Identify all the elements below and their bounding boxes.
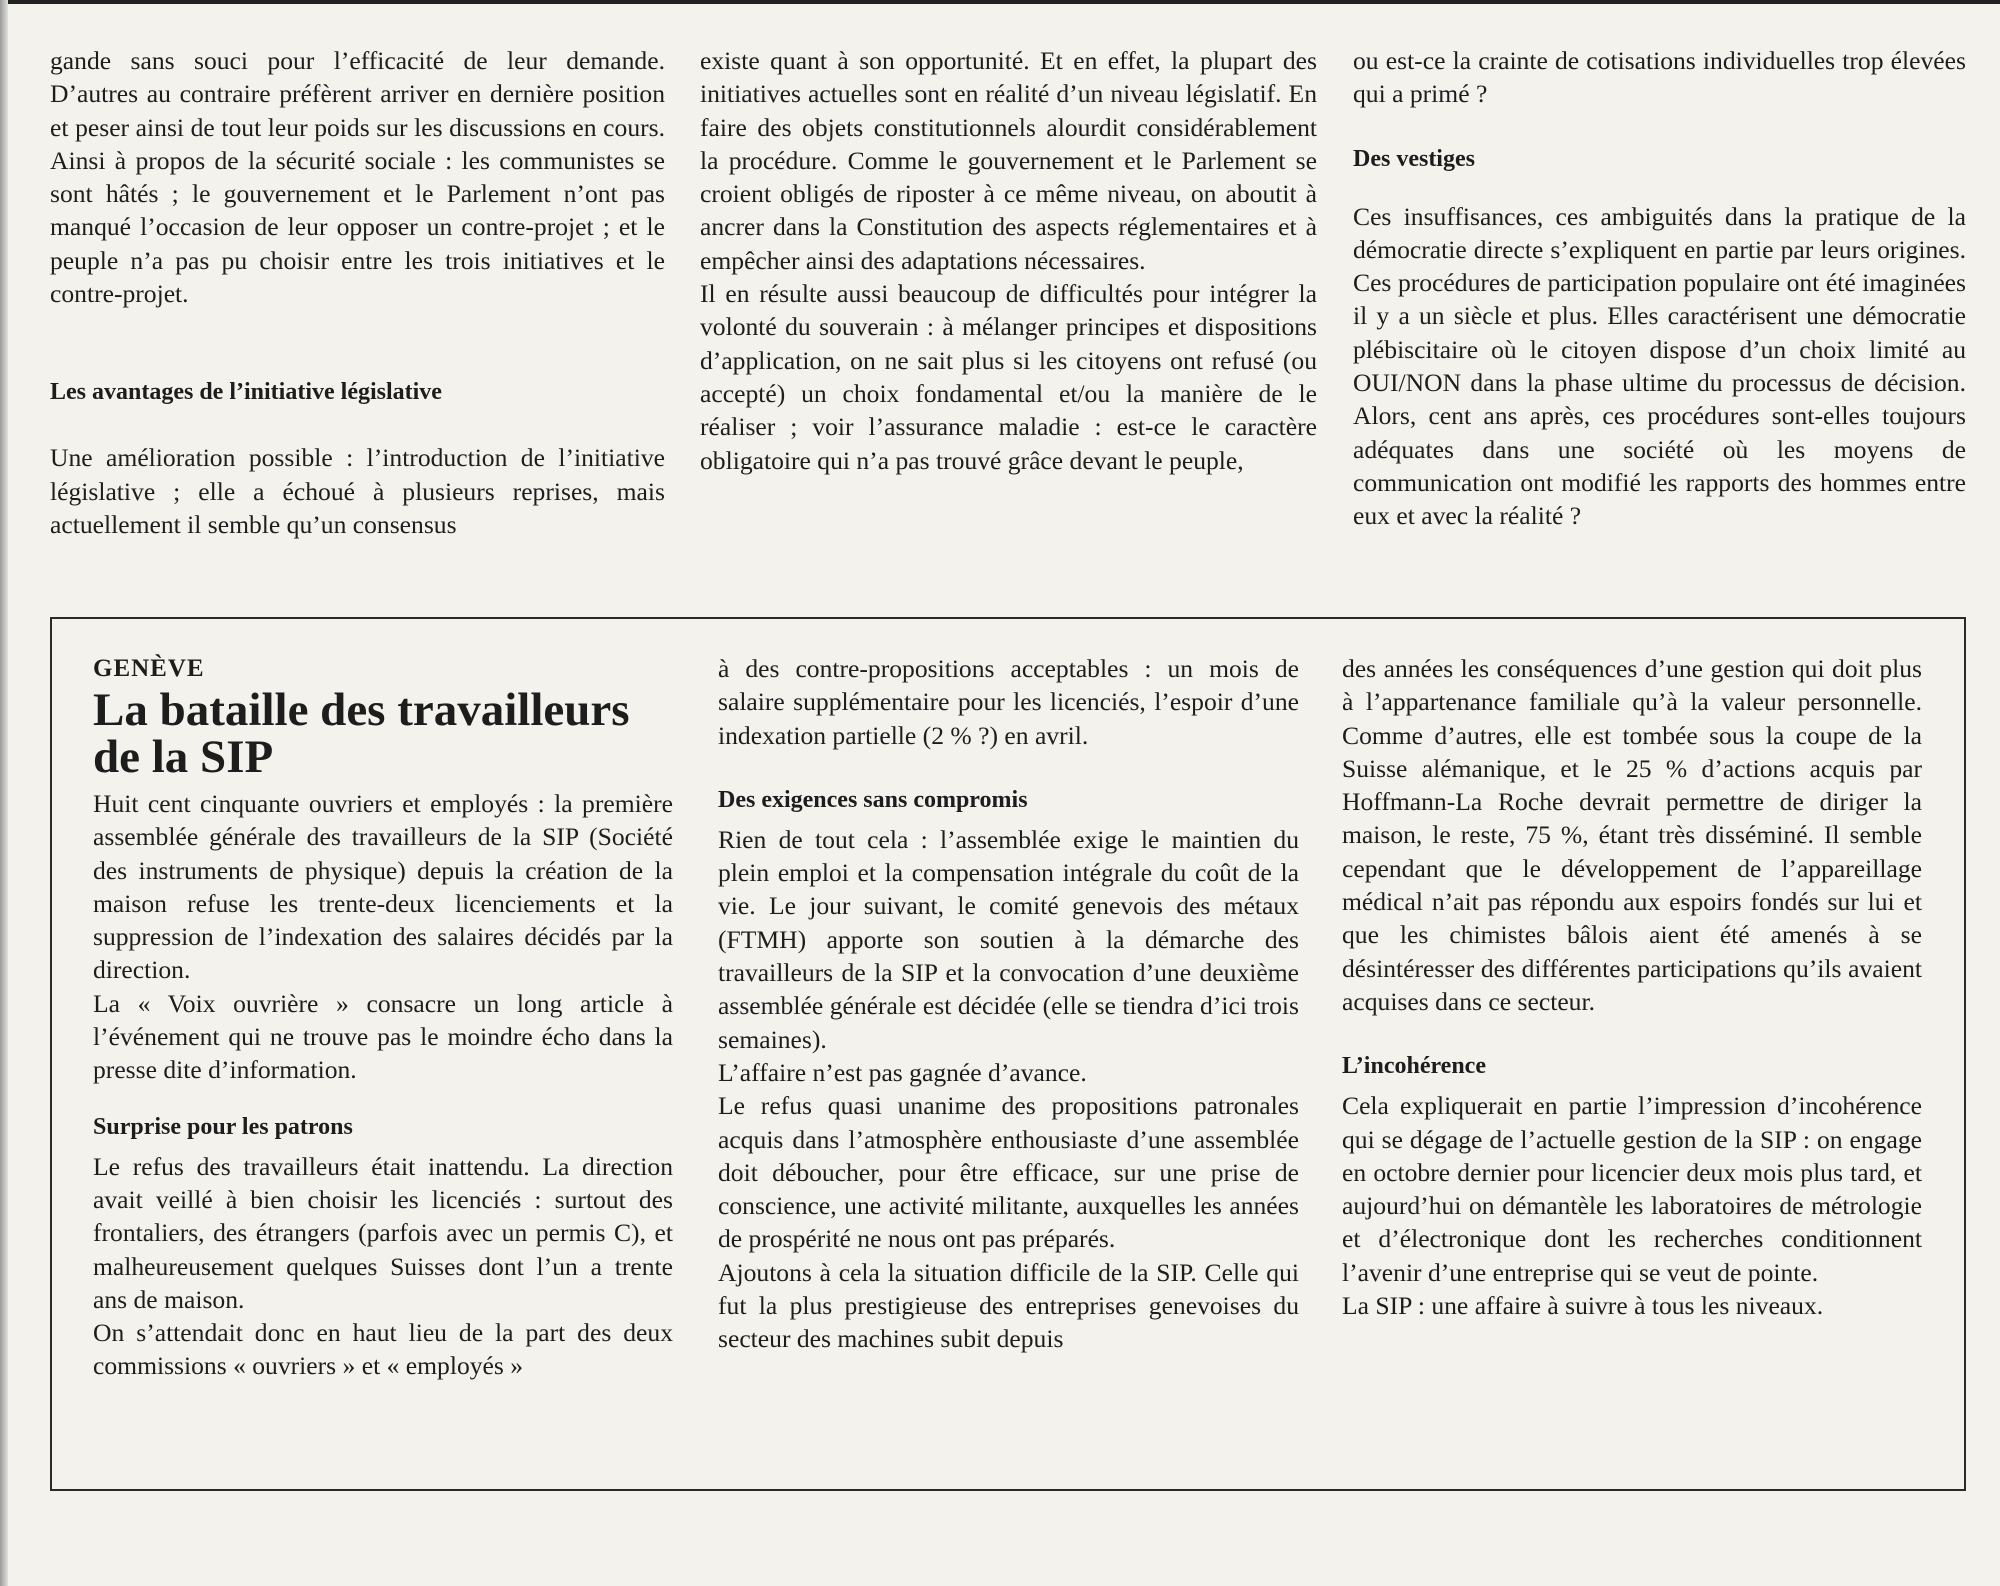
top-article-column-2	[700, 44, 1317, 477]
paragraph: La « Voix ouvrière » consacre un long article à l’événement qui ne trouve pas le moindre écho dans la presse dite d’information.	[93, 988, 673, 1085]
paragraph: Cela expliquerait en partie l’impression d’incohérence qui se dégage de l’actuelle gestion de la SIP : on engage en octobre dernier pour licencier deux mois plus tard, et aujourd’hui on démantèle les laboratoires de métrologie et d’électronique dont les recherches conditionnent l’avenir d’une entreprise qui se veut de pointe.	[1342, 1091, 1922, 1287]
paragraph: Huit cent cinquante ouvriers et employés : la première assemblée générale des travailleurs de la SIP (Société des instruments de physique) depuis la création de la maison refuse les trente-deux licenciements et la suppression de l’indexation des salaires décidés par la direction.	[93, 789, 673, 985]
paragraph: La SIP : une affaire à suivre à tous les niveaux.	[1342, 1291, 1824, 1321]
boxed-article-column-3	[1342, 652, 1922, 1322]
paragraph: Rien de tout cela : l’assemblée exige le maintien du plein emploi et la compensation intégrale du coût de la vie. Le jour suivant, le comité genevois des métaux (FTMH) apporte son soutien à la démarche des travailleurs de la SIP et la convocation d’une deuxième assemblée générale est décidée (elle se tiendra d’ici trois semaines).	[718, 824, 1299, 1054]
paragraph: L’affaire n’est pas gagnée d’avance.	[718, 1057, 1087, 1087]
top-article-column-1	[50, 44, 665, 541]
article-headline: La bataille des travailleurs de la SIP	[93, 684, 630, 783]
paragraph: On s’attendait donc en haut lieu de la part des deux commissions « ouvriers » et « employés »	[93, 1318, 673, 1381]
top-article-column-3	[1353, 44, 1966, 533]
scan-left-edge	[0, 0, 8, 1586]
paragraph: Ajoutons à cela la situation difficile de la SIP. Celle qui fut la plus prestigieuse des entreprises genevoises du secteur des machines subit depuis	[718, 1257, 1299, 1354]
section-heading: Des vestiges	[1353, 145, 1475, 172]
boxed-article-column-2	[718, 652, 1299, 1356]
section-heading: Des exigences sans compromis	[718, 786, 1028, 813]
paragraph: à des contre-propositions acceptables : un mois de salaire supplémentaire pour les licenciés, l’espoir d’une indexation partielle (2 % ?) en avril.	[718, 654, 1299, 750]
paragraph: ou est-ce la crainte de cotisations individuelles trop élevées qui a primé ?	[1353, 46, 1966, 109]
paragraph: gande sans souci pour l’efficacité de leur demande. D’autres au contraire préfèrent arriver en dernière position et peser ainsi de tout leur poids sur les discussions en cours. Ainsi à propos de la sécurité sociale : les communistes se sont hâtés ; le gouvernement et le Parlement n’ont pas manqué l’occasion de leur opposer un contre-projet ; et le peuple n’a pas pu choisir entre les trois initiatives et le contre-projet.	[50, 46, 665, 309]
paragraph: Il en résulte aussi beaucoup de difficultés pour intégrer la volonté du souverain : à mélanger principes et dispositions d’application, on ne sait plus si les citoyens ont refusé (ou accepté) un choix fondamental et/ou la manière de le réaliser ; voir l’assurance maladie : est-ce le caractère obligatoire qui n’a pas trouvé grâce devant le peuple,	[700, 279, 1317, 475]
section-heading: L’incohérence	[1342, 1053, 1486, 1080]
page-top-rule	[0, 0, 2000, 4]
paragraph: Le refus quasi unanime des propositions patronales acquis dans l’atmosphère enthousiaste d’une assemblée doit déboucher, pour être efficace, sur une prise de conscience, une activité militante, auxquelles les années de prospérité ne nous ont pas préparés.	[718, 1091, 1299, 1254]
boxed-article-column-1	[93, 652, 673, 1383]
paragraph: existe quant à son opportunité. Et en effet, la plupart des initiatives actuelles sont en réalité d’un niveau législatif. En faire des objets constitutionnels alourdit considérablement la procédure. Comme le gouvernement et le Parlement se croient obligés de riposter à ce même niveau, on aboutit à ancrer dans la Constitution des aspects réglementaires et à empêcher ainsi des adaptations nécessaires.	[700, 46, 1317, 275]
section-heading: Les avantages de l’initiative législative	[50, 379, 442, 406]
paragraph: des années les conséquences d’une gestion qui doit plus à l’appartenance familiale qu’à la valeur personnelle. Comme d’autres, elle est tombée sous la coupe de la Suisse alémanique, et le 25 % d’actions acquis par Hoffmann-La Roche devrait permettre de diriger la maison, le reste, 75 %, étant très disséminé. Il semble cependant que le développement de l’appareillage médical n’ait pas répondu aux espoirs fondés sur lui et que les chimistes bâlois aient été amenés à se désintéresser des différentes participations qu’ils avaient acquises dans ce secteur.	[1342, 654, 1922, 1016]
section-heading: Surprise pour les patrons	[93, 1113, 353, 1140]
kicker-location: GENÈVE	[93, 655, 205, 682]
paragraph: Le refus des travailleurs était inattendu. La direction avait veillé à bien choisir les licenciés : surtout des frontaliers, des étrangers (parfois avec un permis C), et malheureusement quelques Suisses dont l’un a trente ans de maison.	[93, 1151, 673, 1314]
paragraph: Une amélioration possible : l’introduction de l’initiative législative ; elle a échoué à plusieurs reprises, mais actuellement il semble qu’un consensus	[50, 443, 665, 539]
paragraph: Ces insuffisances, ces ambiguités dans la pratique de la démocratie directe s’expliquent en partie par leurs origines. Ces procédures de participation populaire ont été imaginées il y a un siècle et plus. Elles caractérisent une démocratie plébiscitaire où le citoyen dispose d’un choix limité au OUI/NON dans la phase ultime du processus de décision. Alors, cent ans après, ces procédures sont-elles toujours adéquates dans une société où les moyens de communication ont modifié les rapports des hommes entre eux et avec la réalité ?	[1353, 201, 1966, 531]
